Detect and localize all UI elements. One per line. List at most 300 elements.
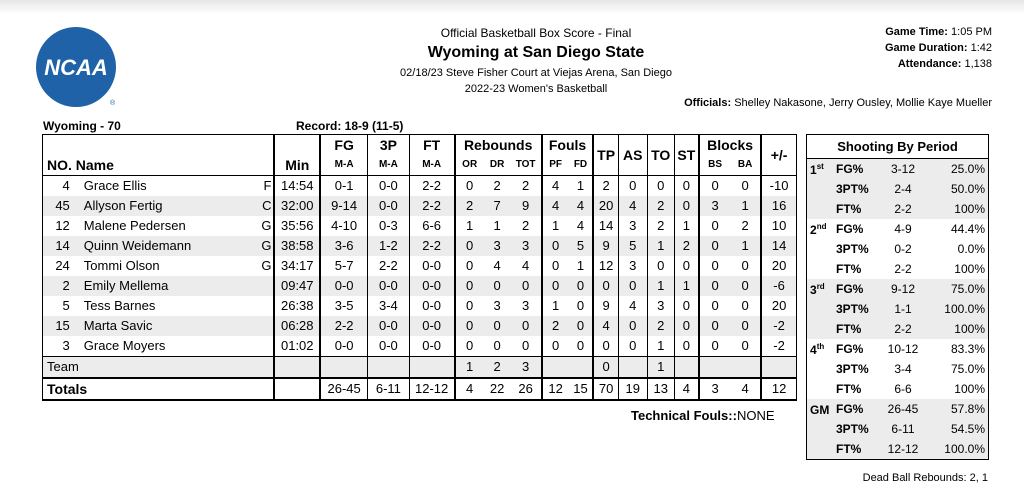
shooting-percent: 100% [954,382,985,396]
stat-or: 0 [455,296,484,316]
stat-pm: 20 [761,256,796,276]
stat-as: 4 [618,296,647,316]
stat-fg: 3-6 [320,236,368,256]
col-blocks: Blocks [699,135,761,156]
shooting-row [807,199,989,219]
col-ba: BA [737,159,753,170]
player-row [43,256,797,276]
player-number: 4 [43,176,80,197]
player-name: Tommi Olson [83,258,160,273]
player-minutes: 32:00 [274,196,320,216]
shooting-made-attempted: 9-12 [876,279,930,299]
stat-to: 1 [647,236,674,256]
period-label [807,219,837,239]
stat-st: 1 [674,216,699,236]
stat-or: 0 [455,316,484,336]
player-row [43,336,797,357]
shooting-stat: FT% [836,199,876,219]
shooting-row [807,299,989,319]
stat-as: 3 [618,216,647,236]
shooting-stat: 3PT% [836,362,869,376]
totals-tp: 70 [593,378,618,400]
stat-tot: 3 [522,298,530,313]
shooting-stat: 3PT% [836,242,869,256]
team-or: 1 [455,357,484,379]
period-suffix: rd [816,281,825,291]
shooting-percent: 44.4% [950,222,985,236]
stat-ba: 0 [741,298,749,313]
shooting-row [807,379,989,399]
col-or: OR [455,155,484,176]
stat-p3: 2-2 [368,256,409,276]
stat-tot: 0 [522,338,530,353]
team-pm [761,357,796,379]
shooting-row [807,259,989,279]
stat-tp: 9 [593,236,618,256]
shooting-made-attempted: 6-6 [894,382,912,396]
shooting-percent: 54.5% [930,419,989,439]
game-time-label: Game Time: [885,26,948,38]
period-suffix: th [816,341,825,351]
stat-ft: 0-0 [409,316,455,336]
stat-pf: 1 [542,216,569,236]
team-record: Record: 18-9 (11-5) [296,119,404,133]
stat-pm: 16 [761,196,796,216]
shooting-stat: FT% [836,262,862,276]
stat-pf: 0 [542,236,569,256]
totals-p3: 6-11 [368,378,409,400]
stat-ft: 0-0 [409,256,455,276]
stat-bs: 0 [699,216,730,236]
stat-st: 0 [674,256,699,276]
stat-as: 4 [618,196,647,216]
totals-label: Totals [43,378,275,400]
col-fg-ma: M-A [320,155,368,176]
stat-tot: 4 [522,258,530,273]
totals-to: 13 [647,378,674,400]
period-label [807,399,837,419]
player-position: G [261,218,272,233]
team-fg [320,357,368,379]
team-dr: 2 [484,357,511,379]
col-tp: TP [593,135,618,176]
shooting-row [807,439,989,460]
player-number: 45 [43,196,80,216]
shooting-percent: 100% [930,199,989,219]
team-as [618,357,647,379]
player-number: 14 [43,236,80,256]
col-tot: TOT [515,159,536,170]
stat-ba: 1 [730,236,761,256]
shooting-stat: FG% [836,399,876,419]
col-bs: BS [699,155,730,176]
stat-to: 3 [647,296,674,316]
player-name: Grace Moyers [83,338,166,353]
player-row [43,276,797,296]
player-name-cell [80,336,275,357]
period-label [807,339,837,359]
col-fouls: Fouls [542,135,594,156]
stat-p3: 3-4 [368,296,409,316]
player-number: 15 [43,316,80,336]
game-time-value: 1:05 PM [951,26,992,38]
player-row [43,216,797,236]
shooting-row [807,419,989,439]
col-ft-ma: M-A [409,155,455,176]
stat-pf: 0 [542,336,569,357]
player-minutes: 01:02 [274,336,320,357]
stat-ft: 2-2 [409,176,455,197]
stat-bs: 0 [699,296,730,316]
shooting-made-attempted: 0-2 [894,242,912,256]
period-label [807,419,837,439]
player-name-cell [80,276,275,296]
stat-to: 0 [647,176,674,197]
shooting-percent: 50.0% [930,179,989,199]
totals-st: 4 [674,378,699,400]
team-tot: 3 [511,357,542,379]
stat-bs: 0 [699,236,730,256]
team-name: Wyoming - 70 [43,119,121,133]
stat-pf: 1 [542,296,569,316]
totals-as: 19 [618,378,647,400]
stat-ft: 2-2 [409,196,455,216]
attendance-value: 1,138 [964,58,992,70]
stat-to: 1 [647,336,674,357]
stat-fg: 0-1 [320,176,368,197]
stat-ba: 0 [730,316,761,336]
col-fg: FG [320,135,368,156]
player-name: Tess Barnes [83,298,156,313]
period-number: 1 [810,162,817,177]
stat-fg: 3-5 [320,296,368,316]
shooting-made-attempted: 2-2 [876,319,930,339]
officials-label: Officials: [684,97,732,109]
stat-tp: 12 [593,256,618,276]
shooting-row [807,179,989,199]
team-ft [409,357,455,379]
shooting-made-attempted: 6-11 [876,419,930,439]
stat-st: 0 [674,176,699,197]
period-label [807,199,837,219]
stat-fd: 0 [576,338,585,353]
col-to: TO [647,135,674,176]
stat-pm: 20 [761,296,796,316]
stat-as: 0 [618,176,647,197]
player-position: G [261,258,272,273]
ncaa-logo [34,25,118,109]
team-pf [542,357,569,379]
shooting-stat: FG% [836,222,864,236]
player-minutes: 09:47 [274,276,320,296]
shooting-percent: 75.0% [930,279,989,299]
stat-or: 0 [455,236,484,256]
stat-ft: 6-6 [409,216,455,236]
stat-bs: 0 [699,176,730,197]
col-as: AS [618,135,647,176]
stat-fg: 0-0 [320,336,368,357]
shooting-row [807,279,989,299]
player-row [43,296,797,316]
player-name: Emily Mellema [83,278,169,293]
player-name-cell [80,176,275,197]
team-ba [730,357,761,379]
totals-ft: 12-12 [409,378,455,400]
matchup-title: Wyoming at San Diego State [427,44,645,61]
team-min [274,357,320,379]
stat-ba: 1 [730,196,761,216]
stat-fd: 4 [569,196,594,216]
stat-dr: 2 [493,178,501,193]
player-name: Quinn Weidemann [83,238,192,253]
player-row [43,236,797,256]
period-label [807,299,837,319]
shooting-row [807,219,989,239]
stat-st: 0 [674,196,699,216]
team-3p [368,357,409,379]
shooting-stat: FG% [836,342,864,356]
period-label [807,359,837,379]
stat-bs: 0 [699,336,730,357]
stat-ft: 2-2 [409,236,455,256]
stat-or: 0 [455,276,484,296]
stat-st: 0 [674,296,699,316]
stat-tp: 2 [593,176,618,197]
stat-ft: 0-0 [409,336,455,357]
player-minutes: 26:38 [274,296,320,316]
totals-tot: 26 [511,378,542,400]
player-number: 12 [43,216,80,236]
totals-dr: 22 [484,378,511,400]
player-name-cell [80,316,275,336]
player-position: G [261,238,272,253]
shooting-row [807,319,989,339]
officials [684,97,992,109]
col-3p-ma: M-A [368,155,409,176]
shooting-made-attempted: 2-4 [876,179,930,199]
player-row [43,316,797,336]
game-duration-value: 1:42 [970,42,992,54]
shooting-percent: 57.8% [930,399,989,419]
stat-or: 1 [455,216,484,236]
tech-fouls-value: NONE [736,408,775,423]
stat-ba: 0 [741,258,749,273]
shooting-row [807,399,989,419]
stat-to: 2 [647,316,674,336]
col-dr: DR [489,159,505,170]
player-minutes: 34:17 [274,256,320,276]
stat-pf: 4 [542,176,569,197]
stat-st: 2 [674,236,699,256]
player-minutes: 06:28 [274,316,320,336]
shooting-row [807,159,989,180]
game-info [885,24,992,72]
stat-ba: 2 [741,218,749,233]
stat-tot: 2 [522,218,530,233]
stat-tot: 2 [522,178,530,193]
stat-dr: 0 [484,276,511,296]
player-name: Allyson Fertig [83,198,163,213]
player-minutes: 38:58 [274,236,320,256]
stat-bs: 0 [699,276,730,296]
player-name-cell [80,256,275,276]
stat-tp: 0 [593,276,618,296]
period-label [807,279,837,299]
player-number: 2 [43,276,80,296]
team-row-label: Team [43,357,275,379]
player-name-cell [80,216,275,236]
stat-pf: 0 [542,276,569,296]
technical-fouls [631,408,775,423]
stat-p3: 1-2 [368,236,409,256]
shooting-percent: 0.0% [957,242,985,256]
player-minutes: 35:56 [274,216,320,236]
stat-as: 0 [618,336,647,357]
shooting-percent: 100% [930,319,989,339]
report-header [336,26,736,96]
stat-p3: 0-0 [368,276,409,296]
stat-as: 0 [618,316,647,336]
shooting-stat: 3PT% [836,299,876,319]
shooting-stat: FT% [836,319,876,339]
shooting-made-attempted: 10-12 [887,342,919,356]
col-no: NO. [47,157,72,173]
player-number: 24 [43,256,80,276]
attendance-label: Attendance: [897,58,962,70]
period-number: 4 [810,342,817,357]
totals-or: 4 [455,378,484,400]
period-label [807,159,837,180]
team-st [674,357,699,379]
stat-or: 0 [455,256,484,276]
shooting-stat: FT% [836,439,876,460]
col-fd: FD [573,159,588,170]
shooting-made-attempted: 3-12 [876,159,930,180]
stat-tot: 3 [511,236,542,256]
shooting-percent: 100.0% [930,299,989,319]
stat-fd: 0 [569,276,594,296]
player-position: C [262,198,272,213]
stat-ft: 0-0 [409,296,455,316]
stat-dr: 3 [484,236,511,256]
shooting-stat: FT% [836,382,862,396]
stat-pf: 2 [542,316,569,336]
team-to: 1 [647,357,674,379]
stat-dr: 1 [493,218,501,233]
tech-fouls-label: Technical Fouls:: [631,408,737,423]
stat-fg: 4-10 [320,216,368,236]
stat-dr: 4 [493,258,501,273]
shooting-stat: FG% [836,159,876,180]
player-name: Malene Pedersen [83,218,186,233]
stat-st: 0 [674,336,699,357]
stat-fg: 5-7 [320,256,368,276]
shooting-title: Shooting By Period [807,135,989,159]
stat-st: 0 [674,316,699,336]
shooting-percent: 75.0% [950,362,985,376]
player-number: 3 [43,336,80,357]
stat-fg: 2-2 [320,316,368,336]
stat-tp: 14 [593,216,618,236]
stat-fd: 0 [569,316,594,336]
shooting-row [807,359,989,379]
stat-bs: 3 [699,196,730,216]
player-name-cell [80,196,275,216]
venue-line: 02/18/23 Steve Fisher Court at Viejas Arena, San Diego [400,67,672,79]
report-title: Official Basketball Box Score - Final [440,26,632,40]
stat-bs: 0 [699,256,730,276]
stat-as: 0 [618,276,647,296]
shooting-percent: 100% [954,262,985,276]
shooting-made-attempted: 2-2 [894,262,912,276]
stat-to: 1 [647,276,674,296]
stat-bs: 0 [699,316,730,336]
shooting-percent: 100.0% [930,439,989,460]
stat-dr: 7 [484,196,511,216]
stat-ba: 0 [741,178,749,193]
period-suffix: nd [816,221,827,231]
col-name: Name [75,157,114,173]
period-suffix: st [816,161,824,171]
stat-tot: 0 [511,316,542,336]
shooting-row [807,239,989,259]
shooting-stat: FG% [836,279,876,299]
period-label [807,379,837,399]
stat-p3: 0-0 [368,336,409,357]
totals-min [274,378,320,400]
stat-fd: 5 [569,236,594,256]
shooting-made-attempted: 1-1 [876,299,930,319]
period-label [807,439,837,460]
col-plus-minus: +/- [761,135,796,176]
stat-pm: -2 [761,336,796,357]
stat-p3: 0-3 [368,216,409,236]
logo-text: NCAA [44,55,108,80]
stat-fd: 0 [576,298,585,313]
stat-fg: 9-14 [320,196,368,216]
period-label [807,179,837,199]
totals-fg: 26-45 [320,378,368,400]
stat-dr: 3 [493,298,501,313]
col-pf: PF [542,155,569,176]
stat-tp: 9 [593,296,618,316]
stat-ft: 0-0 [409,276,455,296]
stat-tp: 4 [593,316,618,336]
stat-pf: 0 [542,256,569,276]
shooting-made-attempted: 12-12 [876,439,930,460]
totals-pf: 12 [542,378,569,400]
team-tp: 0 [593,357,618,379]
period-label [807,319,837,339]
stat-ba: 0 [741,338,749,353]
stat-as: 5 [618,236,647,256]
game-duration-label: Game Duration: [885,42,968,54]
totals-bs: 3 [699,378,730,400]
period-number: 2 [810,222,817,237]
col-3p: 3P [368,135,409,156]
shooting-made-attempted: 26-45 [876,399,930,419]
stat-as: 3 [618,256,647,276]
totals-ba: 4 [730,378,761,400]
shooting-row [807,339,989,359]
stat-tot: 0 [511,276,542,296]
stat-fd: 1 [576,258,585,273]
stat-st: 1 [674,276,699,296]
stat-fg: 0-0 [320,276,368,296]
box-score-table [42,134,797,401]
stat-pm: 10 [761,216,796,236]
stat-or: 0 [455,176,484,197]
